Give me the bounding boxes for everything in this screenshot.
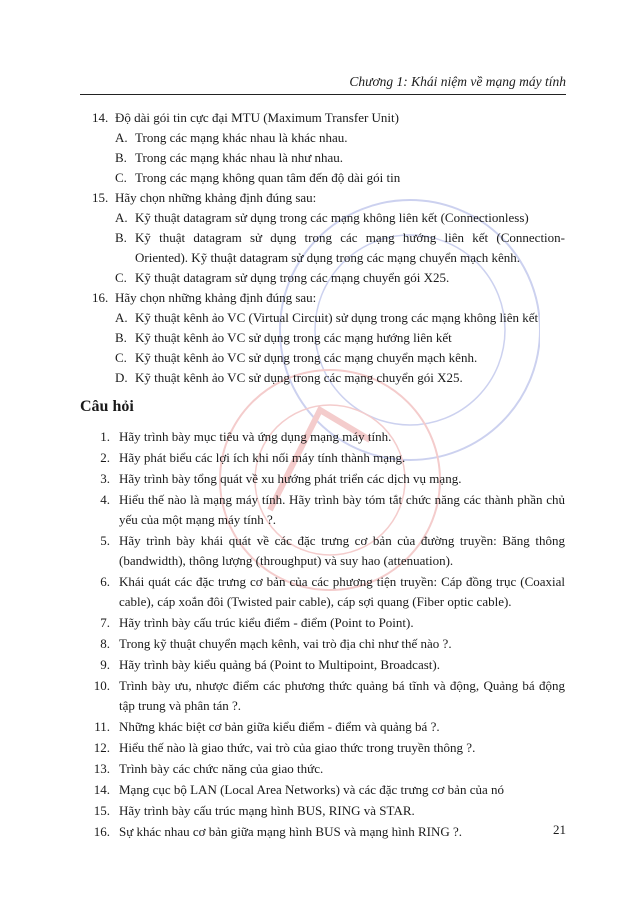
list-item: 2. Hãy phát biểu các lợi ích khi nối máy tính thành mạng. xyxy=(100,450,406,465)
section-title: Câu hỏi xyxy=(80,398,134,415)
question-16-option-d: D. Kỹ thuật kênh ảo VC sử dụng trong các mạng chuyển gói X25. xyxy=(115,370,463,385)
question-16-option-a: A. Kỹ thuật kênh ảo VC (Virtual Circuit) sử dụng trong các mạng không liên kết xyxy=(115,310,539,325)
question-16-option-b: B. Kỹ thuật kênh ảo VC sử dụng trong các mạng hướng liên kết xyxy=(115,330,452,345)
chapter-header: Chương 1: Khái niệm về mạng máy tính xyxy=(349,74,566,89)
question-14: 14. Độ dài gói tin cực đại MTU (Maximum Transfer Unit) xyxy=(92,110,399,125)
question-16: 16. Hãy chọn những khảng định đúng sau: xyxy=(92,290,317,305)
header-divider xyxy=(80,94,566,95)
question-15: 15. Hãy chọn những khảng định đúng sau: xyxy=(92,190,317,205)
question-14-option-c: C. Trong các mạng không quan tâm đến độ dài gói tin xyxy=(115,170,401,185)
list-item: 4. Hiểu thế nào là mạng máy tính. Hãy trình bày tóm tắt chức năng các thành phần chủ yếu của một mạng máy tính ?. xyxy=(100,492,565,527)
question-15-option-b: B. Kỹ thuật datagram sử dụng trong các mạng hướng liên kết (Connection- Oriented). Kỹ thuật datagram sử dụng trong các mạng chuyển mạch kênh. xyxy=(115,230,565,265)
list-item: 7. Hãy trình bày cấu trúc kiểu điểm - điểm (Point to Point). xyxy=(100,615,414,630)
list-item: 8. Trong kỹ thuật chuyển mạch kênh, vai trò địa chỉ như thế nào ?. xyxy=(100,636,452,651)
page-number: 21 xyxy=(553,822,566,837)
list-item: 5. Hãy trình bày khái quát về các đặc trưng cơ bản của đường truyền: Băng thông (bandwidth), thông lượng (throughput) và suy hao (attenuation). xyxy=(100,533,565,568)
list-item: 14. Mạng cục bộ LAN (Local Area Networks) và các đặc trưng cơ bản của nó xyxy=(93,782,504,797)
question-15-option-c: C. Kỹ thuật datagram sử dụng trong các mạng chuyển gói X25. xyxy=(115,270,450,285)
list-item: 9. Hãy trình bày kiểu quảng bá (Point to Multipoint, Broadcast). xyxy=(100,657,440,672)
list-item: 10. Trình bày ưu, nhược điểm các phương thức quảng bá tĩnh và động, Quảng bá động tập trung và phân tán ?. xyxy=(93,678,565,713)
question-14-option-a: A. Trong các mạng khác nhau là khác nhau. xyxy=(115,130,348,145)
list-item: 3. Hãy trình bày tổng quát về xu hướng phát triển các dịch vụ mạng. xyxy=(100,471,462,486)
question-16-option-c: C. Kỹ thuật kênh ảo VC sử dụng trong các mạng chuyển mạch kênh. xyxy=(115,350,478,365)
list-item: 11. Những khác biệt cơ bản giữa kiểu điểm - điểm và quảng bá ?. xyxy=(94,719,440,734)
list-item: 6. Khái quát các đặc trưng cơ bản của các phương tiện truyền: Cáp đồng trục (Coaxial cable), cáp xoắn đôi (Twisted pair cable), cáp sợi quang (Fiber optic cable). xyxy=(100,574,565,609)
question-14-option-b: B. Trong các mạng khác nhau là như nhau. xyxy=(115,150,344,165)
list-item: 16. Sự khác nhau cơ bản giữa mạng hình BUS và mạng hình RING ?. xyxy=(93,824,463,839)
list-item: 15. Hãy trình bày cấu trúc mạng hình BUS, RING và STAR. xyxy=(93,803,415,818)
list-item: 1. Hãy trình bày mục tiêu và ứng dụng mạng máy tính. xyxy=(100,429,392,444)
question-15-option-a: A. Kỹ thuật datagram sử dụng trong các mạng không liên kết (Connectionless) xyxy=(115,210,529,225)
list-item: 12. Hiểu thế nào là giao thức, vai trò của giao thức trong truyền thông ?. xyxy=(93,740,476,755)
list-item: 13. Trình bày các chức năng của giao thức. xyxy=(93,761,324,776)
